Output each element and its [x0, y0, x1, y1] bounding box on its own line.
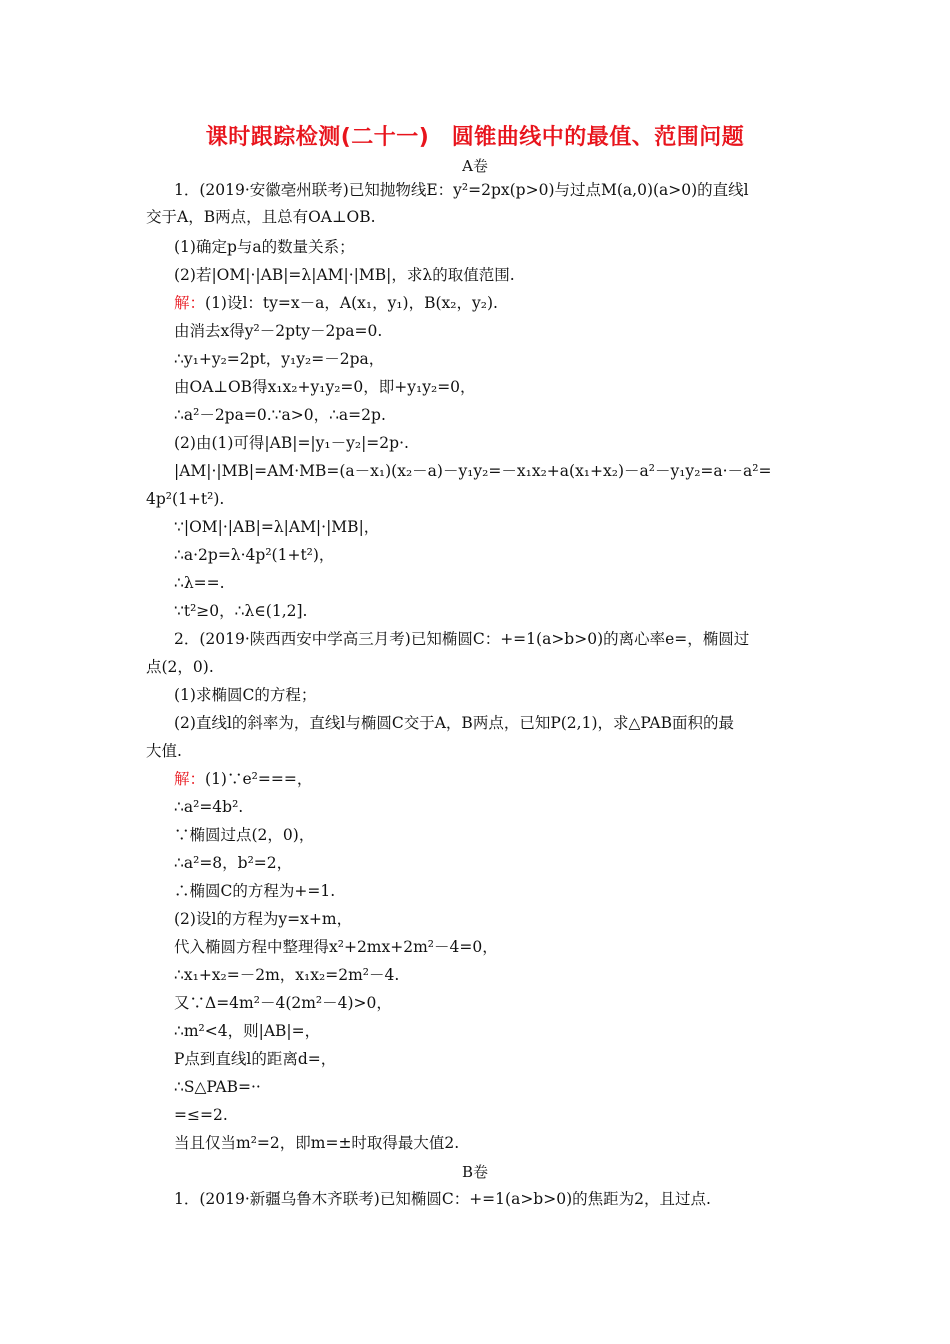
problem-1-line-1: 1．(2019·安徽亳州联考)已知抛物线E：y²=2px(p>0)与过点M(a,0)(a>0)的直线l — [174, 181, 749, 199]
solution-line: (2)设l的方程为y=x+m， — [174, 910, 353, 928]
problem-2-part-2: (2)直线l的斜率为，直线l与椭圆C交于A，B两点，已知P(2,1)，求△PAB面积的最 — [174, 714, 734, 732]
solution-line: =≤=2. — [174, 1106, 228, 1124]
solution-line: 由OA⊥OB得x₁x₂+y₁y₂=0，即+y₁y₂=0， — [174, 378, 476, 396]
solution-line: ∴m²<4，则|AB|=， — [174, 1022, 321, 1040]
problem-1-part-2: (2)若|OM|·|AB|=λ|AM|·|MB|，求λ的取值范围. — [174, 266, 515, 284]
solution-line: ∵椭圆过点(2，0)， — [174, 826, 315, 844]
solution-2-line-1: 解：(1)∵e²===， — [174, 770, 313, 788]
solution-line: ∴x₁+x₂=－2m，x₁x₂=2m²－4. — [174, 966, 400, 984]
solution-label: 解： — [174, 770, 206, 788]
problem-2-line-2: 点(2，0). — [146, 658, 214, 676]
solution-line: 由消去x得y²－2pty－2pa=0. — [174, 322, 383, 340]
section-a-heading: A卷 — [462, 157, 488, 175]
solution-line: ∴S△PAB=·· — [174, 1078, 261, 1096]
solution-line: ∵|OM|·|AB|=λ|AM|·|MB|， — [174, 518, 380, 536]
solution-line: ∴a·2p=λ·4p²(1+t²)， — [174, 546, 335, 564]
solution-1-line-1: 解：(1)设l：ty=x－a，A(x₁，y₁)，B(x₂，y₂). — [174, 294, 498, 312]
problem-b1-line-1: 1．(2019·新疆乌鲁木齐联考)已知椭圆C：+=1(a>b>0)的焦距为2，且过点. — [174, 1190, 711, 1208]
problem-1-part-1: (1)确定p与a的数量关系； — [174, 238, 355, 256]
solution-line: |AM|·|MB|=AM·MB=(a－x₁)(x₂－a)－y₁y₂=－x₁x₂+a(x₁+x₂)－a²－y₁y₂=a·－a²= — [174, 462, 772, 480]
solution-line: 当且仅当m²=2，即m=±时取得最大值2. — [174, 1134, 460, 1152]
solution-line: (2)由(1)可得|AB|=|y₁－y₂|=2p·. — [174, 434, 409, 452]
problem-2-part-2-cont: 大值. — [146, 742, 182, 760]
problem-2-line-1: 2．(2019·陕西西安中学高三月考)已知椭圆C：+=1(a>b>0)的离心率e=，椭圆过 — [174, 630, 750, 648]
page-title: 课时跟踪检测(二十一) 圆锥曲线中的最值、范围问题 — [205, 125, 745, 150]
solution-line: ∴椭圆C的方程为+=1. — [174, 882, 336, 900]
solution-line: ∴a²=4b². — [174, 798, 244, 816]
solution-line: P点到直线l的距离d=， — [174, 1050, 337, 1068]
problem-2-part-1: (1)求椭圆C的方程； — [174, 686, 317, 704]
solution-line: ∴a²－2pa=0.∵a>0，∴a=2p. — [174, 406, 386, 424]
solution-line: 代入椭圆方程中整理得x²+2mx+2m²－4=0， — [174, 938, 498, 956]
solution-line: 又∵Δ=4m²－4(2m²－4)>0， — [174, 994, 392, 1012]
solution-label: 解： — [174, 294, 206, 312]
problem-1-line-2: 交于A，B两点，且总有OA⊥OB. — [146, 208, 376, 226]
solution-line: 4p²(1+t²). — [146, 490, 225, 508]
solution-line: ∵t²≥0，∴λ∈(1,2]. — [174, 602, 308, 620]
solution-line: ∴a²=8，b²=2， — [174, 854, 293, 872]
solution-line: ∴y₁+y₂=2pt，y₁y₂=－2pa， — [174, 350, 385, 368]
solution-line: ∴λ==. — [174, 574, 225, 592]
section-b-heading: B卷 — [461, 1163, 489, 1181]
